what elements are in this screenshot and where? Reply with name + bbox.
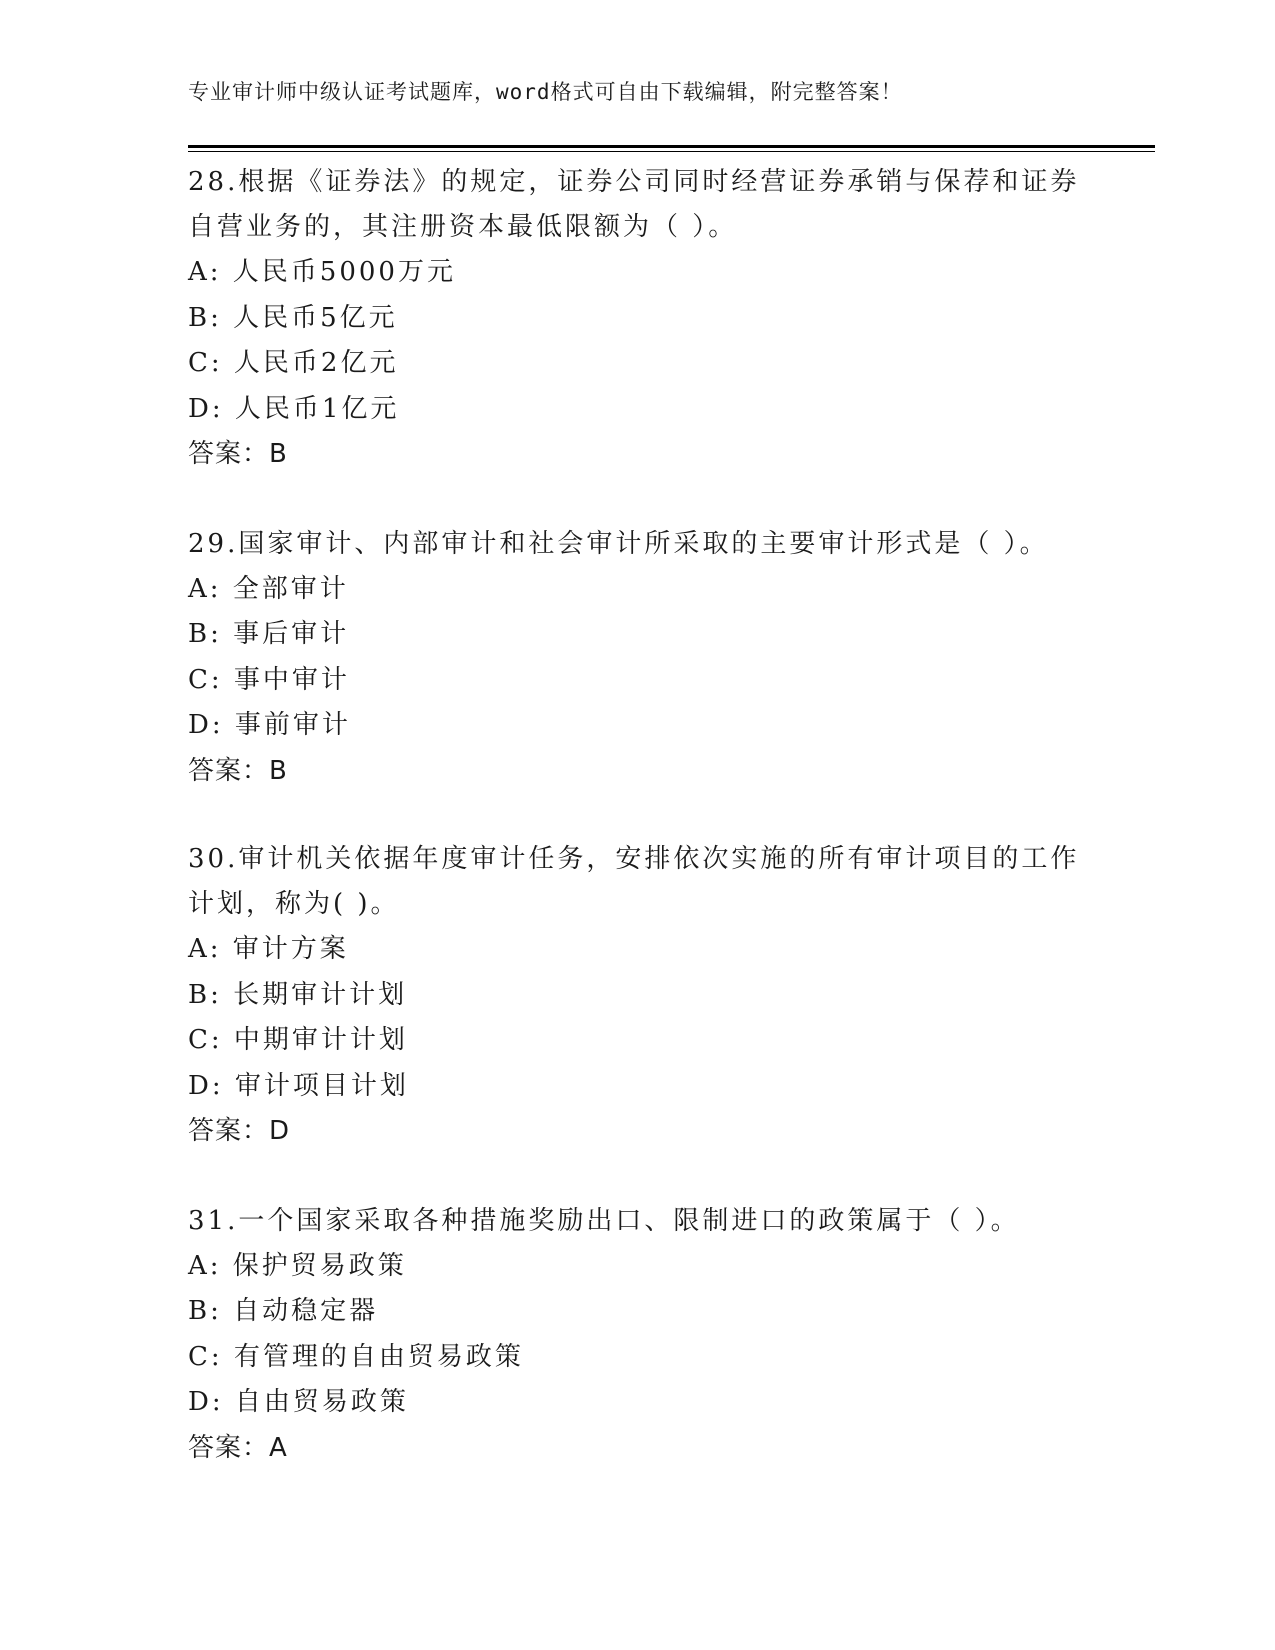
question-stem: 29.国家审计、内部审计和社会审计所采取的主要审计形式是（ ）。 bbox=[188, 528, 1049, 559]
question-gap bbox=[188, 478, 1088, 522]
question-31 bbox=[188, 1199, 1088, 1472]
option-c: C: 人民币2亿元 bbox=[188, 348, 399, 378]
question-stem: 30.审计机关依据年度审计任务，安排依次实施的所有审计项目的工作 bbox=[188, 844, 1080, 874]
question-gap bbox=[188, 1155, 1088, 1199]
header-rule-thick bbox=[188, 145, 1155, 148]
option-c: C: 有管理的自由贸易政策 bbox=[188, 1341, 524, 1372]
option-a: A: 全部审计 bbox=[188, 573, 349, 604]
question-stem-continued: 自营业务的，其注册资本最低限额为（ ）。 bbox=[188, 212, 738, 242]
option-b: B: 自动稳定器 bbox=[188, 1296, 379, 1326]
answer: 答案：B bbox=[188, 439, 288, 469]
answer: 答案：B bbox=[188, 755, 288, 786]
header-title: 专业审计师中级认证考试题库，word格式可自由下载编辑，附完整答案！ bbox=[188, 80, 903, 104]
option-c: C: 中期审计计划 bbox=[188, 1025, 408, 1055]
question-stem: 31.一个国家采取各种措施奖励出口、限制进口的政策属于（ ）。 bbox=[188, 1205, 1020, 1236]
answer: 答案：A bbox=[188, 1432, 288, 1463]
option-a: A: 保护贸易政策 bbox=[188, 1250, 407, 1281]
question-28 bbox=[188, 160, 1088, 478]
option-a: A: 人民币5000万元 bbox=[188, 257, 456, 287]
option-d: D: 自由贸易政策 bbox=[188, 1387, 409, 1417]
option-b: B: 长期审计计划 bbox=[188, 979, 408, 1010]
option-c: C: 事中审计 bbox=[188, 664, 350, 695]
question-29 bbox=[188, 522, 1088, 795]
option-b: B: 事后审计 bbox=[188, 619, 350, 649]
option-d: D: 事前审计 bbox=[188, 710, 351, 740]
question-stem: 28.根据《证券法》的规定，证券公司同时经营证券承销与保荐和证券 bbox=[188, 167, 1080, 197]
header-rule-thin bbox=[188, 151, 1155, 152]
question-gap bbox=[188, 794, 1088, 837]
option-d: D: 审计项目计划 bbox=[188, 1070, 409, 1101]
question-list bbox=[188, 160, 1088, 1471]
question-30 bbox=[188, 837, 1088, 1155]
answer: 答案：D bbox=[188, 1116, 291, 1146]
question-stem-continued: 计划，称为( )。 bbox=[188, 889, 400, 919]
option-a: A: 审计方案 bbox=[188, 934, 349, 964]
option-d: D: 人民币1亿元 bbox=[188, 393, 400, 424]
option-b: B: 人民币5亿元 bbox=[188, 302, 398, 333]
